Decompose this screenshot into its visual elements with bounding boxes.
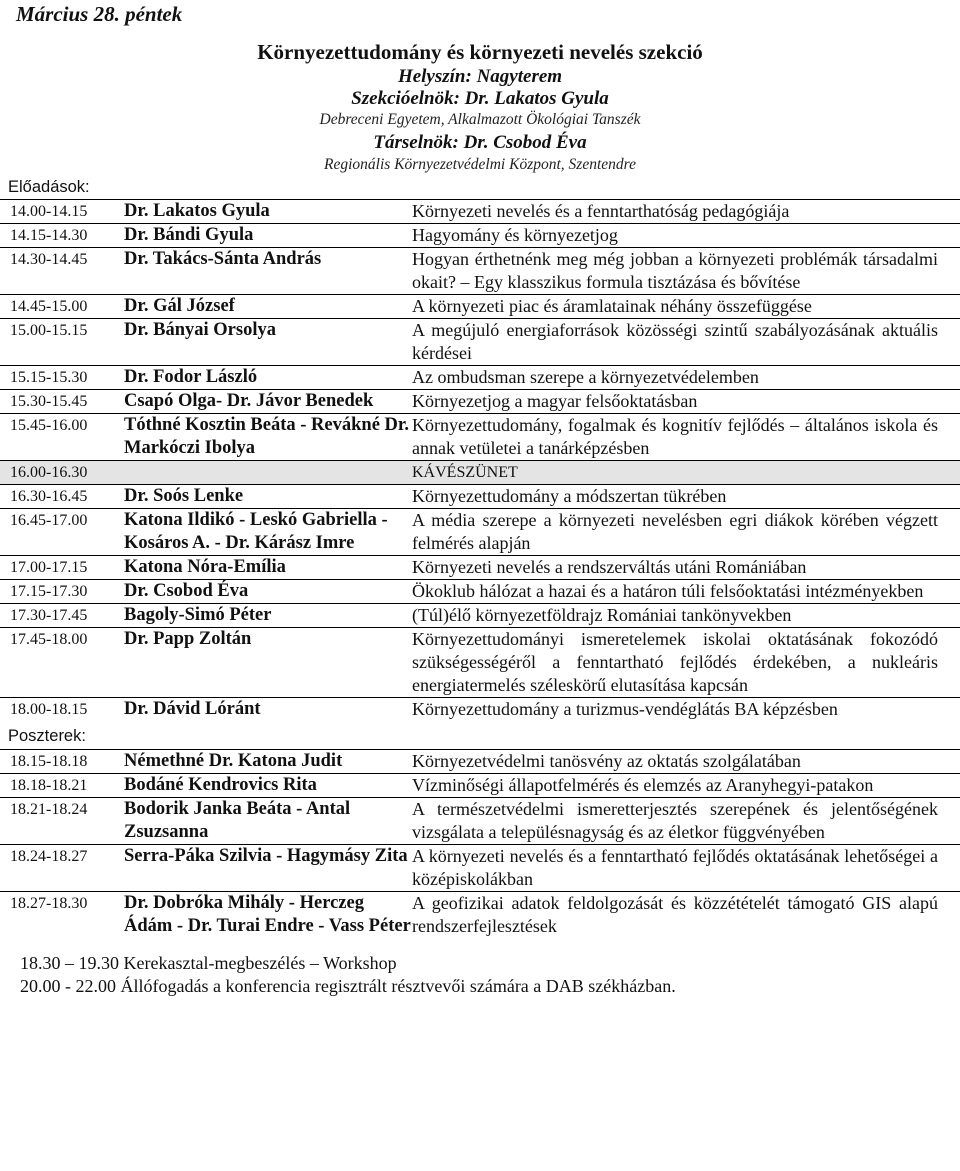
title-cell: KÁVÉSZÜNET [412,461,960,485]
speaker-cell: Dr. Csobod Éva [124,580,412,604]
lectures-label: Előadások: [8,178,90,196]
speaker-cell: Dr. Takács-Sánta András [124,248,412,295]
schedule-row [0,798,960,845]
speaker-cell: Dr. Bándi Gyula [124,224,412,248]
schedule-row [0,414,960,461]
section-cochair: Társelnök: Dr. Csobod Éva [373,132,587,153]
cochair-institution: Regionális Környezetvédelmi Központ, Szentendre [324,156,636,173]
schedule-row [0,200,960,224]
time-cell: 15.30-15.45 [0,390,124,414]
footer [20,952,676,998]
title-cell: Környezettudomány a módszertan tükrében [412,485,960,509]
location: Helyszín: Nagyterem [397,66,563,87]
title-cell: Hagyomány és környezetjog [412,224,960,248]
schedule-row [0,390,960,414]
title-cell: (Túl)élő környezetföldrajz Romániai tankönyvekben [412,604,960,628]
time-cell: 17.45-18.00 [0,628,124,698]
chair-institution: Debreceni Egyetem, Alkalmazott Ökológiai Tanszék [319,111,641,128]
title-cell: Környezeti nevelés a rendszerváltás utáni Romániában [412,556,960,580]
break-row [0,461,960,485]
title-cell: A média szerepe a környezeti nevelésben egri diákok körében végzett felmérés alapján [412,509,960,556]
time-cell: 18.18-18.21 [0,774,124,798]
speaker-cell: Katona Ildikó - Leskó Gabriella - Kosáros A. - Dr. Kárász Imre [124,509,412,556]
schedule-row [0,628,960,698]
title-cell: Környezetvédelmi tanösvény az oktatás szolgálatában [412,750,960,774]
speaker-cell: Bodáné Kendrovics Rita [124,774,412,798]
title-cell: Ökoklub hálózat a hazai és a határon túli felsőoktatási intézményekben [412,580,960,604]
title-cell: A geofizikai adatok feldolgozását és közzétételét támogató GIS alapú rendszerfejlesztések [412,892,960,939]
schedule-row [0,580,960,604]
section-title: Környezettudomány és környezeti nevelés szekció [257,40,703,64]
speaker-cell [124,461,412,485]
speaker-cell: Csapó Olga- Dr. Jávor Benedek [124,390,412,414]
posters-label: Poszterek: [8,727,86,745]
schedule-row [0,845,960,892]
time-cell: 18.27-18.30 [0,892,124,939]
footer-line-roundtable: 18.30 – 19.30 Kerekasztal-megbeszélés – Workshop [20,953,397,973]
time-cell: 15.45-16.00 [0,414,124,461]
time-cell: 16.30-16.45 [0,485,124,509]
time-cell: 18.24-18.27 [0,845,124,892]
time-cell: 17.15-17.30 [0,580,124,604]
footer-line-reception: 20.00 - 22.00 Állófogadás a konferencia regisztrált résztvevői számára a DAB székházban. [20,976,676,996]
speaker-cell: Dr. Fodor László [124,366,412,390]
lectures-table [0,199,960,721]
title-cell: Környezettudomány a turizmus-vendéglátás BA képzésben [412,698,960,722]
schedule-row [0,248,960,295]
schedule-row [0,366,960,390]
title-cell: Környezettudomány, fogalmak és kognitív fejlődés – általános iskola és annak vetületei a tanárképzésben [412,414,960,461]
title-cell: A megújuló energiaforrások közösségi szintű szabályozásának aktuális kérdései [412,319,960,366]
speaker-cell: Dr. Soós Lenke [124,485,412,509]
title-cell: A környezeti nevelés és a fenntartható fejlődés oktatásának lehetőségei a középiskolákban [412,845,960,892]
time-cell: 18.15-18.18 [0,750,124,774]
title-cell: A környezeti piac és áramlatainak néhány összefüggése [412,295,960,319]
speaker-cell: Bagoly-Simó Péter [124,604,412,628]
time-cell: 17.00-17.15 [0,556,124,580]
title-cell: Vízminőségi állapotfelmérés és elemzés az Aranyhegyi-patakon [412,774,960,798]
schedule-row [0,485,960,509]
title-cell: Környezettudományi ismeretelemek iskolai oktatásának fokozódó szükségességéről a fenntartható fejlődés érdekében, a nukleáris energiatermelés széleskörű elutasítása kapcsán [412,628,960,698]
schedule-row [0,224,960,248]
speaker-cell: Dr. Gál József [124,295,412,319]
schedule-row [0,319,960,366]
title-cell: Az ombudsman szerepe a környezetvédelemben [412,366,960,390]
posters-table [0,749,960,938]
time-cell: 18.00-18.15 [0,698,124,722]
time-cell: 16.45-17.00 [0,509,124,556]
title-cell: Hogyan érthetnénk meg még jobban a környezeti problémák társadalmi okait? – Egy klasszikus formula tisztázása és bővítése [412,248,960,295]
schedule-row [0,892,960,939]
schedule-row [0,509,960,556]
day-heading: Március 28. péntek [16,2,183,26]
speaker-cell: Dr. Lakatos Gyula [124,200,412,224]
title-cell: A természetvédelmi ismeretterjesztés szerepének és jelentőségének vizsgálata a településnagyság és az életkor függvényében [412,798,960,845]
schedule-row [0,750,960,774]
speaker-cell: Serra-Páka Szilvia - Hagymásy Zita [124,845,412,892]
schedule-row [0,295,960,319]
speaker-cell: Dr. Bányai Orsolya [124,319,412,366]
speaker-cell: Némethné Dr. Katona Judit [124,750,412,774]
time-cell: 14.45-15.00 [0,295,124,319]
schedule-row [0,604,960,628]
speaker-cell: Bodorik Janka Beáta - Antal Zsuzsanna [124,798,412,845]
time-cell: 15.00-15.15 [0,319,124,366]
speaker-cell: Dr. Dobróka Mihály - Herczeg Ádám - Dr. Turai Endre - Vass Péter [124,893,411,936]
time-cell: 18.21-18.24 [0,798,124,845]
time-cell: 16.00-16.30 [0,461,124,485]
speaker-cell: Dr. Papp Zoltán [124,628,412,698]
time-cell: 14.00-14.15 [0,200,124,224]
time-cell: 14.30-14.45 [0,248,124,295]
schedule-row [0,556,960,580]
schedule-row [0,774,960,798]
speaker-cell: Katona Nóra-Emília [124,556,412,580]
time-cell: 14.15-14.30 [0,224,124,248]
section-chair: Szekcióelnök: Dr. Lakatos Gyula [351,88,609,109]
schedule-row [0,698,960,722]
time-cell: 15.15-15.30 [0,366,124,390]
speaker-cell: Tóthné Kosztin Beáta - Revákné Dr. Markóczi Ibolya [124,414,412,461]
title-cell: Környezeti nevelés és a fenntarthatóság pedagógiája [412,200,960,224]
title-cell: Környezetjog a magyar felsőoktatásban [412,390,960,414]
speaker-cell: Dr. Dávid Lóránt [124,698,412,722]
time-cell: 17.30-17.45 [0,604,124,628]
